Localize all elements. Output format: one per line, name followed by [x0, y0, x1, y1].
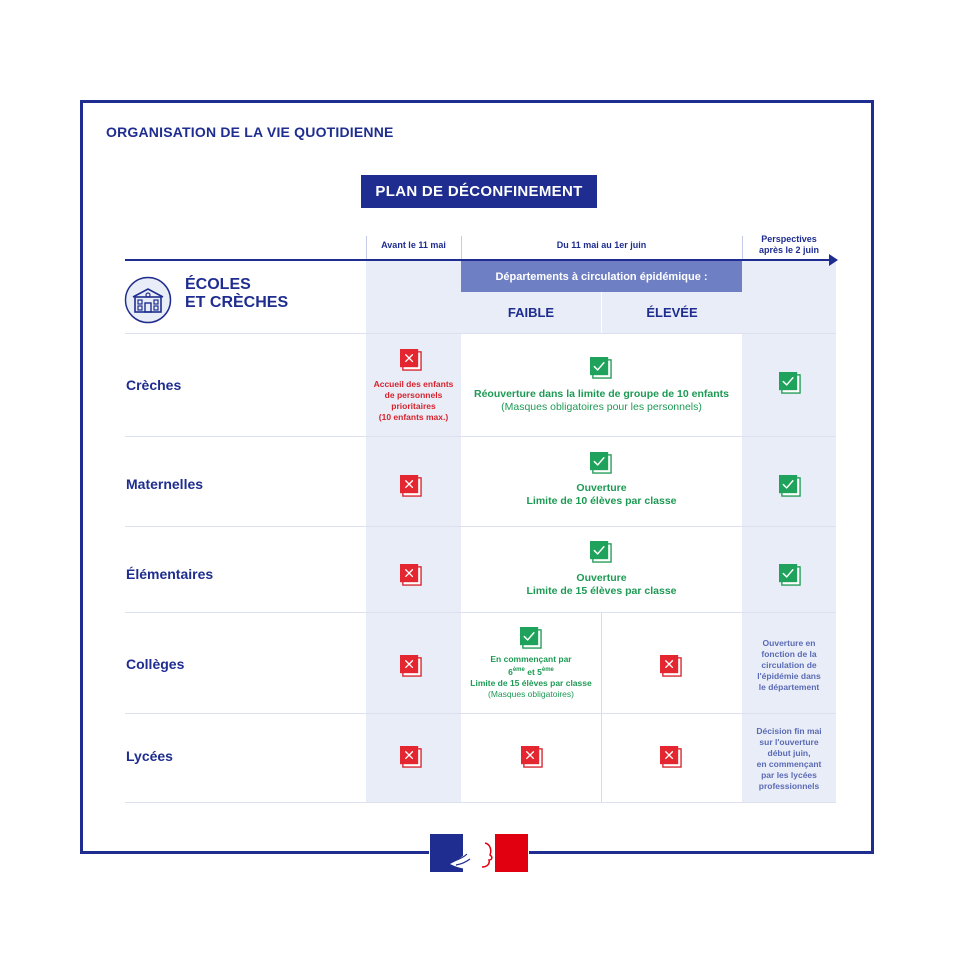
colleges-after-line: circulation de	[761, 660, 817, 670]
row-separator	[125, 612, 836, 613]
creches-before-line: (10 enfants max.)	[378, 412, 449, 422]
elementaires-period-line-1: Ouverture	[576, 572, 627, 584]
header-before: Avant le 11 mai	[381, 240, 446, 250]
red-cross-box-icon	[660, 655, 682, 677]
elementaires-period-line-2: Limite de 15 élèves par classe	[526, 585, 677, 597]
col-before-shade	[366, 261, 461, 803]
creches-period-line-2: (Masques obligatoires pour les personnels)	[501, 401, 702, 413]
subhead-divider	[601, 292, 602, 333]
colleges-low-line-3: Limite de 15 élèves par classe	[470, 677, 592, 688]
grade-5: 5	[537, 666, 542, 677]
green-check-box-icon	[779, 564, 801, 586]
lycees-after-text	[742, 726, 836, 792]
red-cross-box-icon	[400, 475, 422, 497]
colleges-after-line: fonction de la	[761, 649, 817, 659]
row-separator	[125, 333, 836, 334]
subhead-low: FAIBLE	[461, 292, 601, 333]
marianne-logo-icon	[430, 834, 528, 872]
colleges-after-text	[742, 638, 836, 693]
colleges-low-line-4: (Masques obligatoires)	[488, 688, 574, 699]
row-label-colleges: Collèges	[126, 656, 185, 672]
lycees-after-line: en commençant	[756, 759, 822, 769]
departments-header: Départements à circulation épidémique :	[461, 261, 742, 292]
row-separator	[125, 526, 836, 527]
category-title	[185, 276, 288, 312]
creches-period-text	[461, 388, 742, 414]
green-check-box-icon	[590, 452, 612, 474]
green-check-box-icon	[590, 357, 612, 379]
category-line-1: ÉCOLES	[185, 276, 251, 293]
creches-before-line: prioritaires	[391, 401, 436, 411]
elementaires-period-text	[461, 572, 742, 598]
plan-title: PLAN DE DÉCONFINEMENT	[361, 175, 597, 208]
perspectives-line-2: après le 2 juin	[758, 245, 820, 255]
colleges-after-line: Ouverture en	[762, 638, 816, 648]
red-cross-box-icon	[660, 746, 682, 768]
section-title: ORGANISATION DE LA VIE QUOTIDIENNE	[106, 124, 394, 140]
creches-period-line-1: Réouverture dans la limite de groupe de 10 enfants	[474, 388, 729, 400]
category-line-2: ET CRÈCHES	[185, 294, 289, 311]
header-perspectives	[742, 234, 836, 256]
green-check-box-icon	[520, 627, 542, 649]
lycees-after-line: début juin,	[767, 748, 811, 758]
subhead-high: ÉLEVÉE	[602, 292, 742, 333]
col-after-shade	[742, 261, 836, 803]
lycees-after-line: Décision fin mai	[756, 726, 822, 736]
green-check-box-icon	[779, 475, 801, 497]
row-separator	[125, 436, 836, 437]
colleges-low-grades	[461, 665, 601, 678]
row-label-maternelles: Maternelles	[126, 476, 204, 492]
header-period: Du 11 mai au 1er juin	[556, 240, 647, 250]
row-label-lycees: Lycées	[126, 748, 173, 764]
perspectives-line-1: Perspectives	[761, 234, 817, 244]
colleges-low-text	[461, 654, 601, 700]
maternelles-period-line-1: Ouverture	[576, 482, 627, 494]
row-label-elementaires: Élémentaires	[126, 566, 214, 582]
row-separator	[125, 713, 836, 714]
red-cross-box-icon	[521, 746, 543, 768]
maternelles-period-line-2: Limite de 10 élèves par classe	[526, 495, 677, 507]
colleges-low-line-1: En commençant par	[490, 654, 572, 664]
school-building-icon	[124, 276, 172, 324]
red-cross-box-icon	[400, 564, 422, 586]
creches-before-text	[366, 379, 461, 423]
green-check-box-icon	[590, 541, 612, 563]
creches-before-line: de personnels	[384, 390, 443, 400]
lycees-after-line: professionnels	[758, 781, 820, 791]
timeline-arrow-head	[829, 254, 838, 266]
row-separator	[125, 802, 836, 803]
green-check-box-icon	[779, 372, 801, 394]
red-cross-box-icon	[400, 349, 422, 371]
row-label-creches: Crèches	[126, 377, 182, 393]
grade-5-sup: ème	[541, 667, 554, 673]
red-cross-box-icon	[400, 655, 422, 677]
colleges-after-line: le département	[758, 682, 820, 692]
lycees-after-line: par les lycées	[761, 770, 817, 780]
grade-et: et	[524, 666, 538, 677]
grade-6-sup: ème	[512, 667, 525, 673]
creches-before-line: Accueil des enfants	[373, 379, 454, 389]
lycees-after-line: sur l'ouverture	[759, 737, 819, 747]
grade-6: 6	[508, 666, 513, 677]
colleges-after-line: l'épidémie dans	[757, 671, 821, 681]
red-cross-box-icon	[400, 746, 422, 768]
low-high-divider	[601, 613, 602, 802]
maternelles-period-text	[461, 482, 742, 508]
